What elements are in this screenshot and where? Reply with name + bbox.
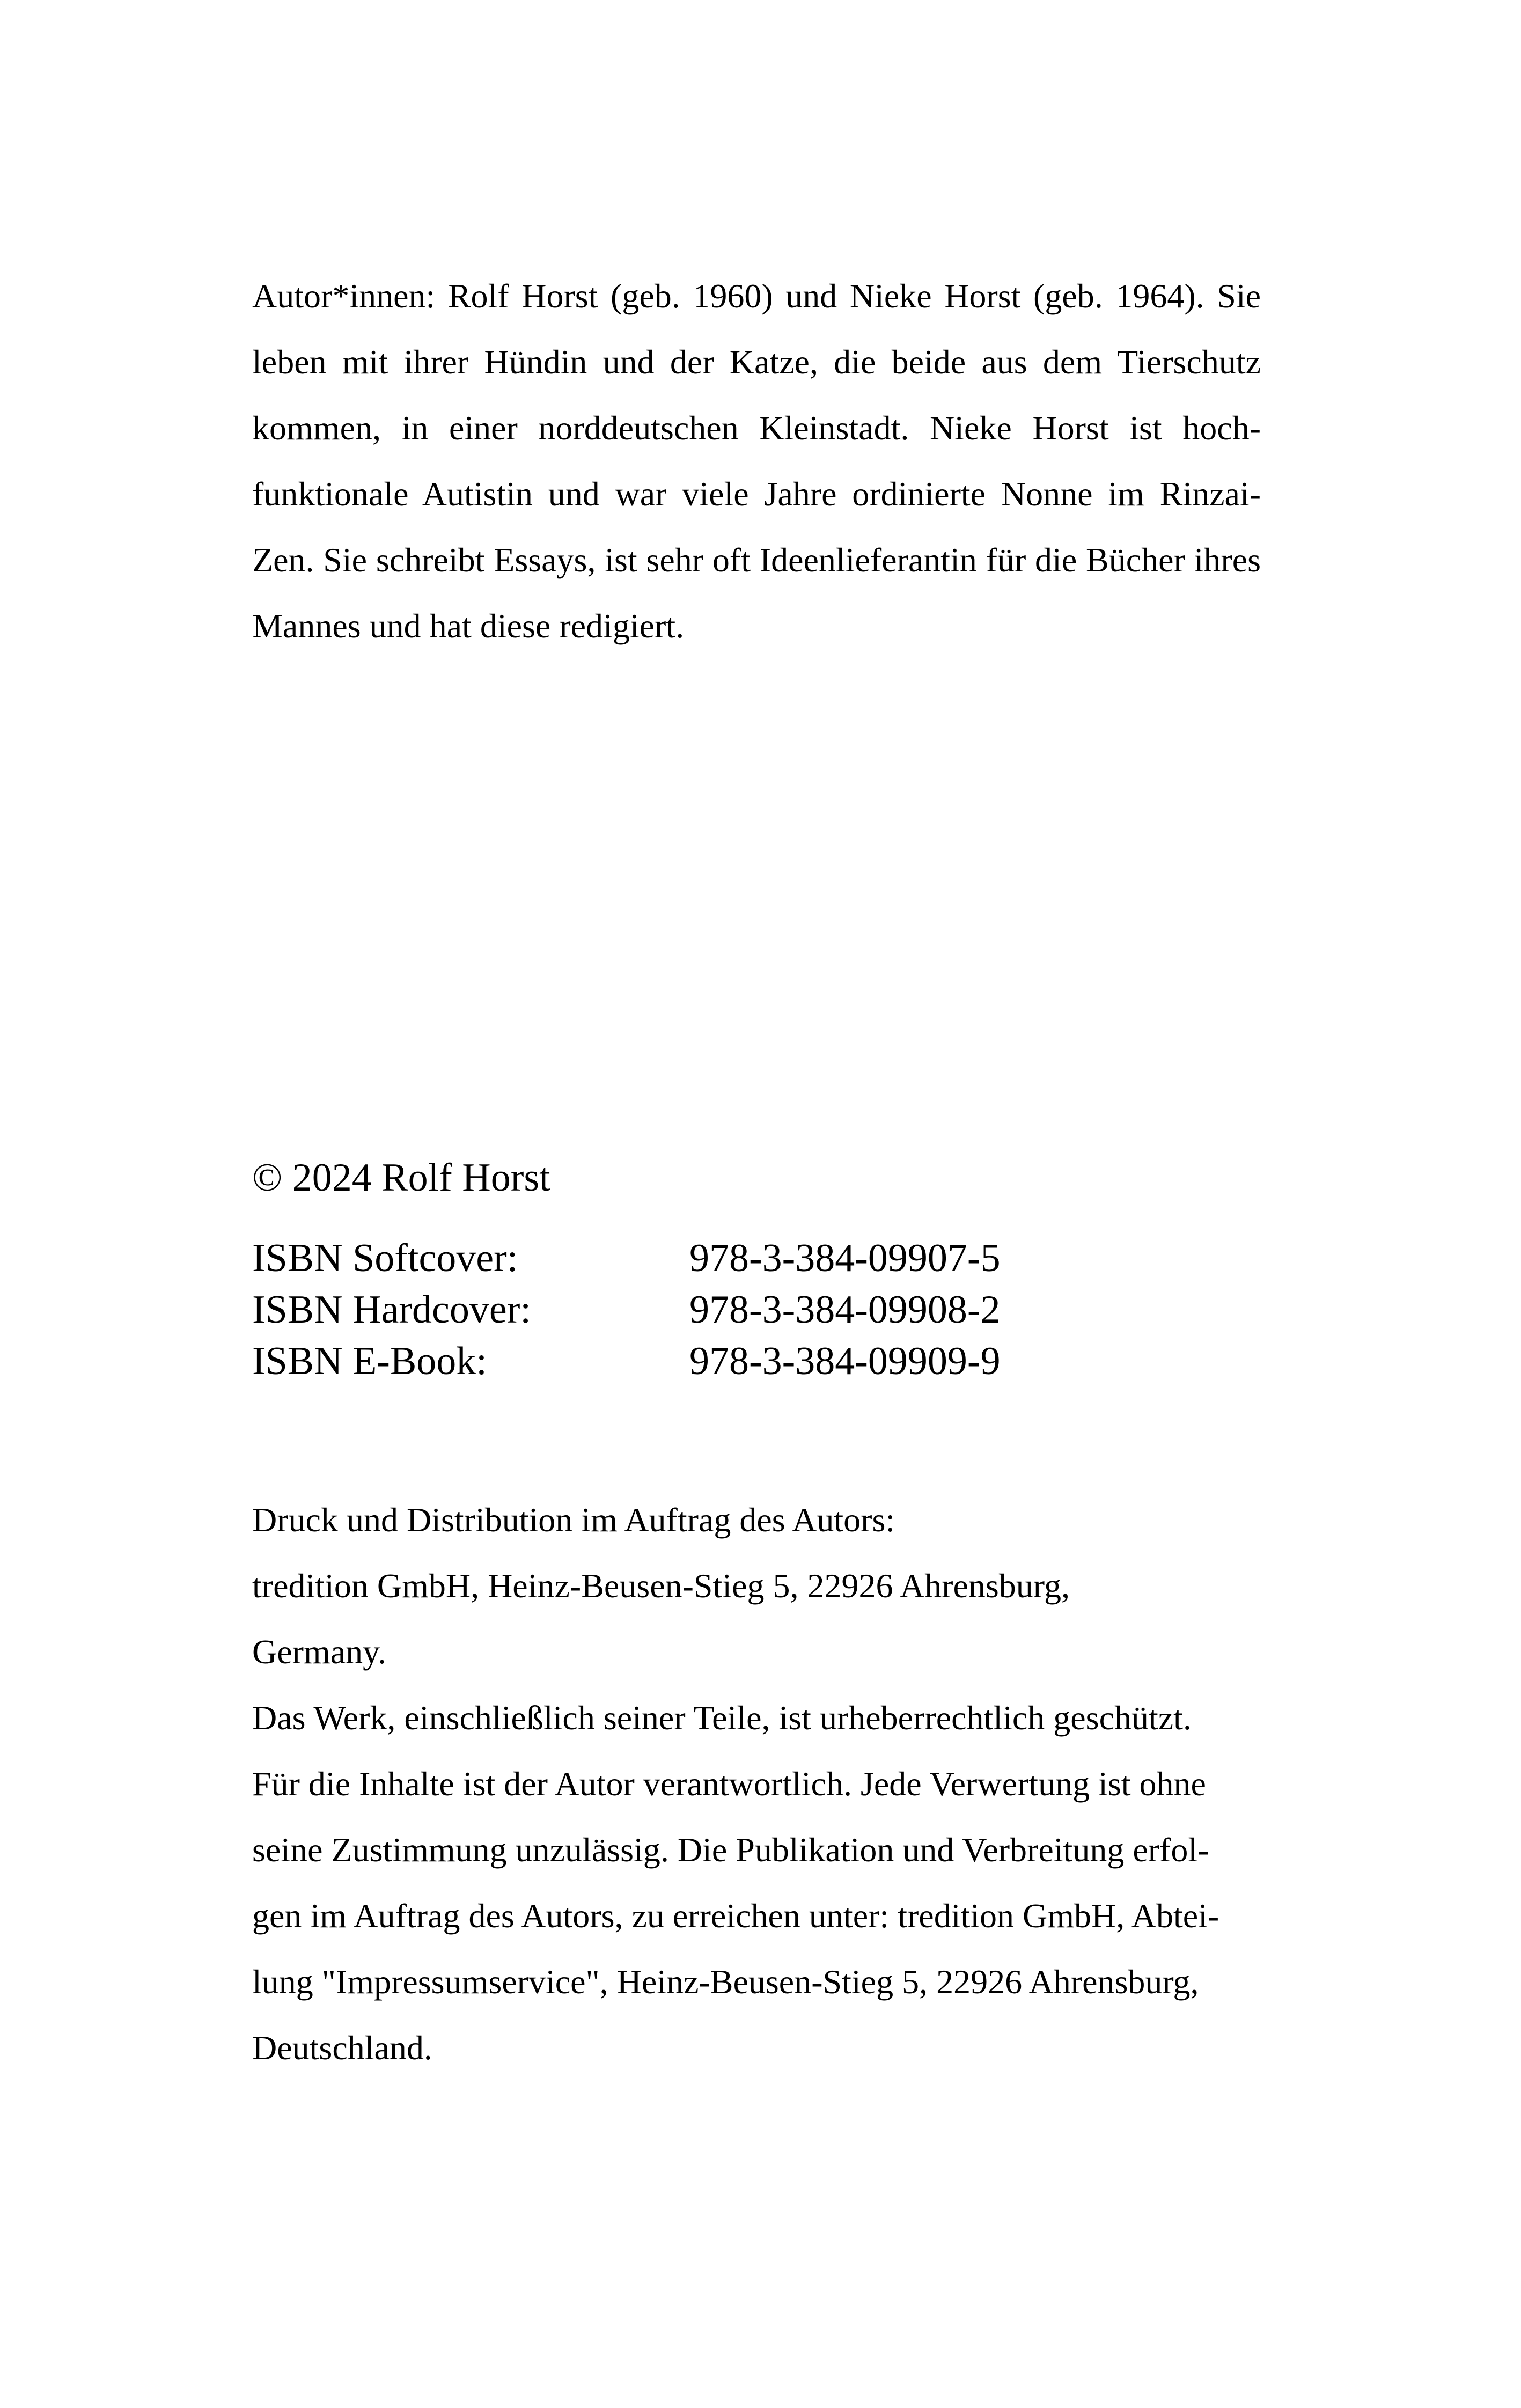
print-info-line: Germany. (252, 1633, 386, 1671)
copyright-notice: © 2024 Rolf Horst (252, 1156, 550, 1200)
isbn-label: ISBN Hardcover: (252, 1288, 531, 1332)
isbn-row-ebook (252, 1335, 1111, 1387)
print-info-line: gen im Auftrag des Autors, zu erreichen unter: tredition GmbH, Abtei- (252, 1897, 1219, 1935)
isbn-list (252, 1232, 1111, 1387)
print-info-line: lung "Impressumservice", Heinz-Beusen-Stieg 5, 22926 Ahrensburg, (252, 1963, 1199, 2001)
print-distribution-info (252, 1487, 1261, 2081)
isbn-value: 978-3-384-09907-5 (689, 1236, 1001, 1280)
print-info-line: Das Werk, einschließlich seiner Teile, ist urheberrechtlich geschützt. (252, 1699, 1192, 1737)
isbn-row-softcover (252, 1232, 1111, 1284)
print-info-line: seine Zustimmung unzulässig. Die Publikation und Verbreitung erfol- (252, 1831, 1209, 1869)
print-info-line: Druck und Distribution im Auftrag des Autors: (252, 1501, 895, 1539)
isbn-row-hardcover (252, 1284, 1111, 1335)
isbn-label: ISBN E-Book: (252, 1339, 487, 1383)
print-info-line: tredition GmbH, Heinz-Beusen-Stieg 5, 22926 Ahrensburg, (252, 1567, 1070, 1605)
isbn-label: ISBN Softcover: (252, 1236, 518, 1280)
print-info-line: Für die Inhalte ist der Autor verantwortlich. Jede Verwertung ist ohne (252, 1765, 1206, 1803)
isbn-value: 978-3-384-09909-9 (689, 1339, 1001, 1383)
author-bio-paragraph: Autor*innen: Rolf Horst (geb. 1960) und Nieke Horst (geb. 1964). Sie leben mit ihrer Hündin und der Katze, die beide aus dem Tierschutz kommen, in einer norddeutschen Kleinstadt. Nieke Horst ist hochfunktionale Autistin und war viele Jahre ordinierte Nonne im Rinzai-Zen. Sie schreibt Essays, ist sehr oft Ideenlieferantin für die Bücher ihres Mannes und hat diese redigiert. (252, 277, 1261, 645)
print-info-line: Deutschland. (252, 2029, 432, 2067)
isbn-value: 978-3-384-09908-2 (689, 1288, 1001, 1332)
